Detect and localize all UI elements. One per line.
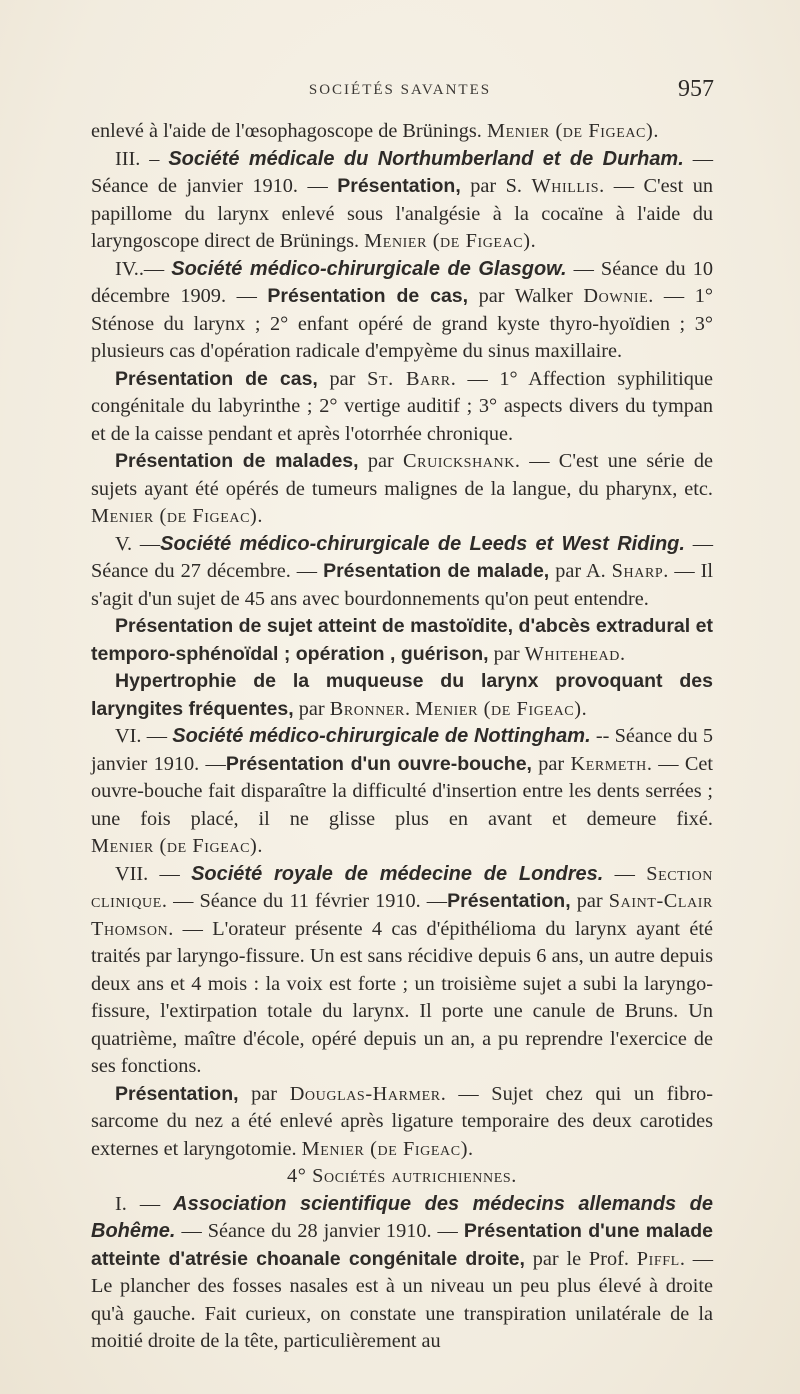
presentation-title: Présentation de cas, — [267, 285, 469, 307]
author-name: Whitehead — [524, 642, 620, 665]
running-head: SOCIÉTÉS SAVANTES — [308, 82, 492, 98]
body-text — [91, 118, 713, 1356]
society-heading: Société royale de médecine de Londres. — [191, 862, 604, 885]
paragraph-text: par S. — [460, 175, 532, 197]
paragraph-text: . — C'est une série de sujets ayant été opérés de tumeurs malignes de la langue, du pharynx, etc. — [91, 450, 714, 500]
section-name: Section clinique — [91, 862, 714, 912]
paragraph-text: par — [358, 450, 403, 472]
author-name: Bronner — [329, 697, 405, 720]
paragraph-text: — Séance du 27 décembre. — — [91, 532, 714, 582]
section-number: I. — — [115, 1192, 174, 1215]
presentation-title: Présentation d'une malade atteinte d'atrésie choanale congénitale droite, — [91, 1220, 713, 1270]
society-heading: Association scientifique des médecins allemands de Bohême. — [91, 1192, 714, 1242]
paragraph-text: par A. — [549, 560, 612, 582]
author-name: Downie — [583, 285, 649, 307]
section-number: III. – — [115, 147, 169, 170]
paragraph-cruickshank — [91, 448, 713, 531]
paragraph-text: . — 1° Sténose du larynx ; 2° enfant opéré de grand kyste thyro-hyoïdien ; 3° plusieurs cas d'opération radicale d'empyème du sinus maxillaire. — [91, 285, 713, 362]
paragraph-whitehead — [91, 613, 713, 668]
society-heading: Société médico-chirurgicale de Glasgow. — [171, 257, 567, 280]
author-name: Cruickshank — [403, 450, 515, 472]
author-name: Piffl — [636, 1247, 680, 1270]
author-signature: Menier (de Figeac). — [91, 505, 264, 527]
paragraph-society-londres — [91, 861, 713, 1081]
paragraph-text: enlevé à l'aide de l'œsophagoscope de Brünings. — [91, 120, 482, 142]
paragraph-text: . — Il s'agit d'un sujet de 45 ans avec bourdonnements qu'on peut entendre. — [91, 560, 713, 610]
presentation-title: Présentation de cas, — [115, 367, 318, 390]
paragraph-bronner — [91, 668, 713, 723]
presentation-title: Hypertrophie de la muqueuse du larynx provoquant des laryngites fréquentes, — [91, 670, 713, 720]
section-heading: 4° Sociétés autrichiennes. — [287, 1165, 517, 1187]
paragraph-text: par le Prof. — [524, 1247, 637, 1270]
section-number: VII. — — [115, 862, 192, 885]
section-number: VI. — — [115, 725, 173, 747]
paragraph-society-northumberland — [91, 146, 713, 256]
author-name: Kermeth — [570, 752, 647, 775]
paragraph-text: — Séance du 28 janvier 1910. — — [175, 1220, 464, 1242]
paragraph-text: par — [570, 890, 609, 912]
paragraph-text: . — C'est un papillome du larynx enlevé sous l'analgésie à la cocaïne à l'aide du laryngoscope direct de Brünings. — [91, 175, 713, 252]
society-heading: Société médico-chirurgicale de Nottingham. — [172, 725, 591, 747]
paragraph-text: . — Sujet chez qui un fibro-sarcome du nez a été enlevé après ligature temporaire des deux carotides externes et laryngotomie. — [91, 1082, 713, 1160]
page-header — [0, 76, 800, 110]
paragraph-text: — — [603, 862, 647, 885]
paragraph-text: par — [531, 752, 571, 775]
presentation-title: Présentation de malades, — [115, 450, 359, 472]
paragraph-text: — Séance du 10 décembre 1909. — — [91, 257, 713, 307]
paragraph-text: . — Le plancher des fosses nasales est à un niveau un peu plus élevé à droite qu'à gauche. Fait curieux, on constate une transpiration unilatérale de la moitié droite de la tête, particulièrement au — [91, 1247, 714, 1352]
paragraph-0 — [91, 118, 713, 146]
paragraph-text: par — [238, 1082, 290, 1105]
society-heading: Société médico-chirurgicale de Leeds et West Riding. — [160, 532, 685, 555]
paragraph-douglas-harmer — [91, 1081, 713, 1164]
presentation-title: Présentation d'un ouvre-bouche, — [225, 752, 532, 775]
paragraph-text: par Walker — [468, 285, 584, 307]
page-number: 957 — [678, 76, 714, 102]
presentation-title: Présentation, — [447, 890, 571, 912]
paragraph-text: par — [317, 367, 368, 390]
paragraph-association-boheme — [91, 1191, 713, 1356]
paragraph-text: par — [293, 697, 330, 720]
paragraph-society-glasgow — [91, 256, 713, 366]
author-name: Whillis — [531, 175, 600, 197]
presentation-title: Présentation de sujet atteint de mastoïdite, d'abcès extradural et temporo-sphénoïdal ; opération , guérison, — [91, 615, 713, 665]
paragraph-society-leeds — [91, 531, 713, 614]
paragraph-text: . — Cet ouvre-bouche fait disparaître la difficulté d'insertion entre les dents serrées ; une fois placé, il ne glisse plus en avant et demeure fixé. — [91, 752, 713, 830]
presentation-title: Présentation, — [115, 1082, 239, 1105]
paragraph-text: . — L'orateur présente 4 cas d'épithélioma du larynx ayant été traités par laryngo-fissure. Un est sans récidive depuis 6 ans, un autre depuis deux ans et 4 mois : la voix est forte ; un troisième sujet a subi la laryngo-fissure, l'extirpation totale du larynx. Il porte une canule de Bruns. Un quatrième, maître d'école, opéré depuis un an, a pu reprendre l'exercice de ses fonctions. — [91, 917, 713, 1077]
author-signature: Menier (de Figeac). — [486, 120, 660, 142]
paragraph-society-nottingham — [91, 723, 713, 861]
author-signature: Menier (de Figeac). — [415, 697, 588, 720]
paragraph-text: . — [619, 642, 626, 665]
paragraph-text: par — [488, 642, 525, 665]
presentation-title: Présentation, — [337, 175, 461, 197]
section-number: IV..— — [115, 257, 172, 280]
paragraph-text: — Séance de janvier 1910. — — [91, 147, 713, 197]
paragraph-barr — [91, 366, 713, 449]
author-name: St. Barr — [367, 367, 451, 390]
author-signature: Menier (de Figeac). — [301, 1137, 474, 1160]
section-number: V. — — [115, 532, 161, 555]
author-signature: Menier (de Figeac). — [91, 835, 264, 857]
paragraph-text: . — [405, 697, 411, 720]
paragraph-text: -- Séance du 5 janvier 1910. — — [91, 725, 713, 775]
paragraph-text: . — Séance du 11 février 1910. — — [161, 890, 448, 912]
paragraph-text: . — 1° Affection syphilitique congénitale du labyrinthe ; 2° vertige auditif ; 3° aspects divers du tympan et de la caisse pendant et après l'otorrhée chronique. — [91, 367, 713, 445]
author-name: Saint-Clair Thomson — [91, 890, 713, 940]
author-signature: Menier (de Figeac). — [364, 230, 537, 252]
author-name: Sharp — [611, 560, 664, 582]
presentation-title: Présentation de malade, — [323, 560, 550, 582]
author-name: Douglas-Harmer — [289, 1082, 441, 1105]
society-heading: Société médicale du Northumberland et de Durham. — [168, 147, 684, 170]
